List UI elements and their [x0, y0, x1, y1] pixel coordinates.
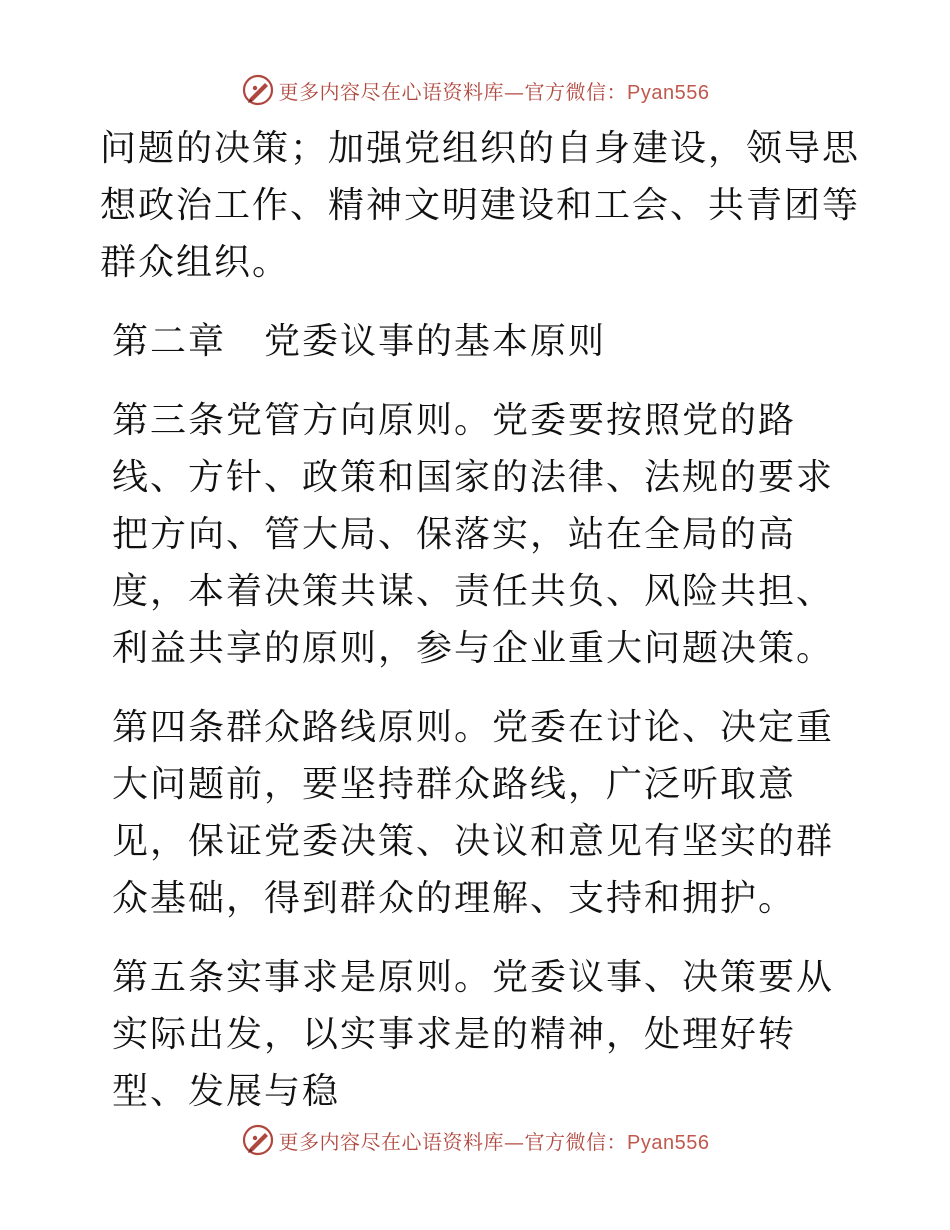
header-watermark — [0, 70, 950, 110]
watermark-wechat-id: Pyan556 — [627, 1131, 710, 1154]
watermark-text: 更多内容尽在心语资料库—官方微信：Pyan556 — [278, 1129, 710, 1154]
pen-circle-logo-icon — [241, 1123, 275, 1157]
footer-watermark — [0, 1120, 950, 1160]
document-body — [100, 120, 860, 1142]
watermark-wechat-id: Pyan556 — [627, 81, 710, 104]
pen-circle-logo-icon — [241, 73, 275, 107]
paragraph-article-4: 第四条群众路线原则。党委在讨论、决定重大问题前，要坚持群众路线，广泛听取意见，保证党委决策、决议和意见有坚实的群众基础，得到群众的理解、支持和拥护。 — [112, 707, 835, 919]
paragraph-article-5: 第五条实事求是原则。党委议事、决策要从实际出发，以实事求是的精神，处理好转型、发展与稳 — [112, 957, 835, 1112]
watermark-text: 更多内容尽在心语资料库—官方微信：Pyan556 — [278, 79, 710, 104]
paragraph-1: 问题的决策；加强党组织的自身建设，领导思想政治工作、精神文明建设和工会、共青团等群众组织。 — [100, 128, 861, 283]
paragraph-article-3: 第三条党管方向原则。党委要按照党的路线、方针、政策和国家的法律、法规的要求把方向、管大局、保落实，站在全局的高度，本着决策共谋、责任共负、风险共担、利益共享的原则，参与企业重大问题决策。 — [112, 400, 835, 669]
chapter-heading: 第二章 党委议事的基本原则 — [112, 321, 607, 362]
